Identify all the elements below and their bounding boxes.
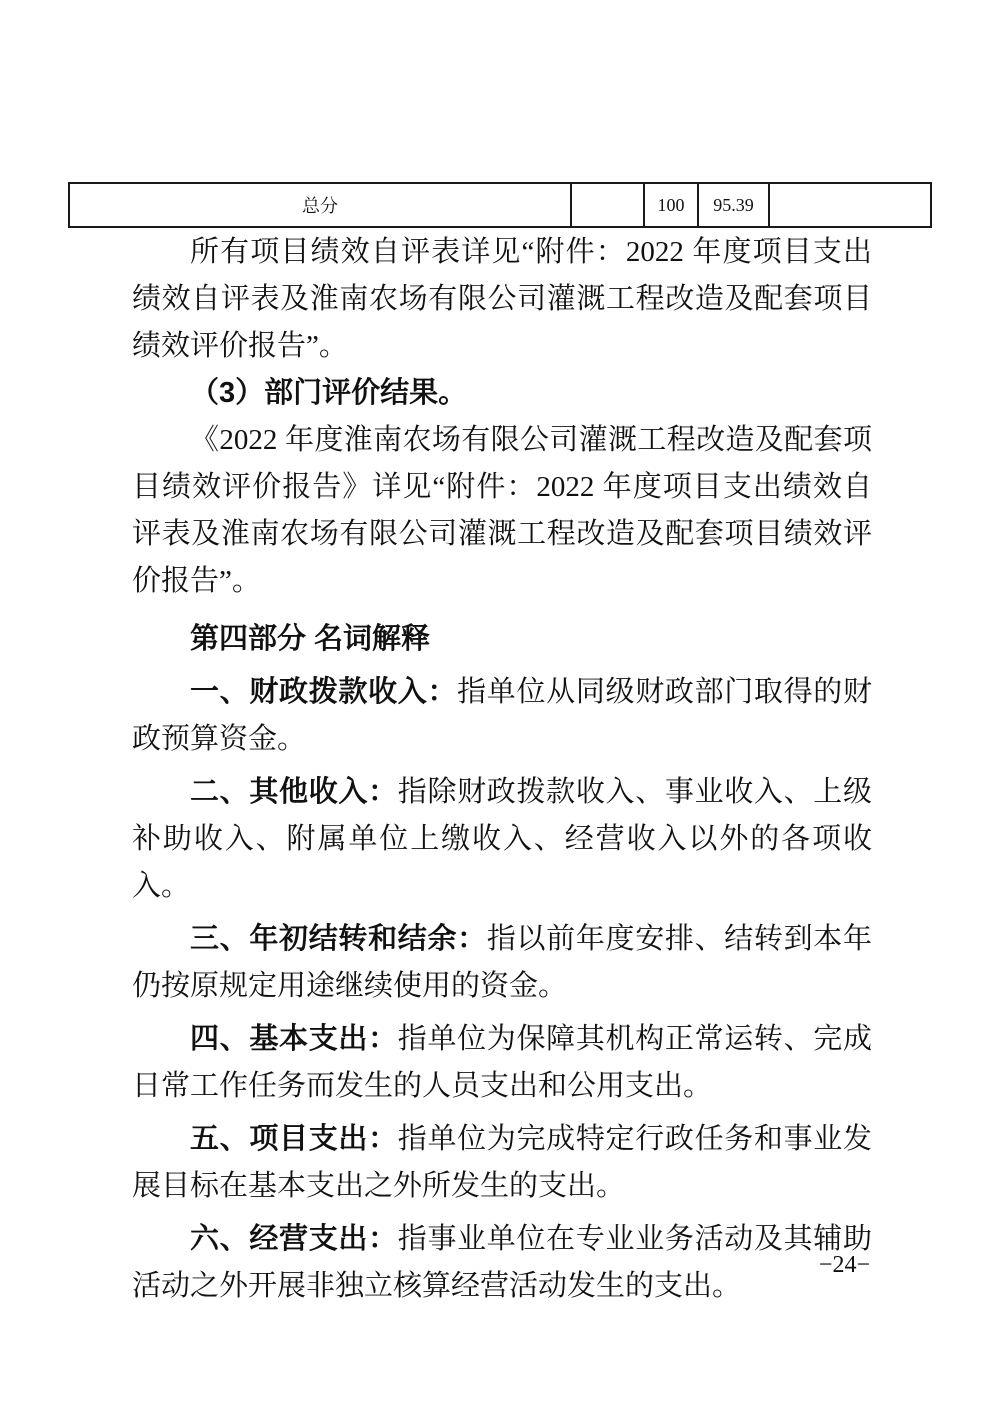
term-1-lead: 一、财政拨款收入： <box>190 676 458 708</box>
paragraph-dept-result: 《2022 年度淮南农场有限公司灌溉工程改造及配套项目绩效评价报告》详见“附件：2022 年度项目支出绩效自评表及淮南农场有限公司灌溉工程改造及配套项目绩效评价报告”。 <box>132 424 872 597</box>
score-row-label: 总分 <box>302 196 338 216</box>
term-4-text: 指单位为保障其机构正常运转、完成日常工作任务而发生的人员支出和公用支出。 <box>132 1023 872 1102</box>
term-item-6 <box>132 1216 872 1310</box>
score-row-score-value: 95.39 <box>713 194 754 215</box>
term-3-text: 指以前年度安排、结转到本年仍按原规定用途继续使用的资金。 <box>132 923 872 1002</box>
term-item-5 <box>132 1116 872 1210</box>
score-row-max-cell <box>643 184 697 226</box>
term-2-lead: 二、其他收入： <box>190 776 398 808</box>
term-item-3 <box>132 916 872 1010</box>
term-4-lead: 四、基本支出： <box>190 1023 398 1055</box>
term-item-4 <box>132 1016 872 1110</box>
heading-dept-evaluation: （3）部门评价结果。 <box>190 377 468 409</box>
score-row-empty-cell-1 <box>570 184 643 226</box>
score-row-score-cell <box>697 184 768 226</box>
term-2-text: 指除财政拨款收入、事业收入、上级补助收入、附属单位上缴收入、经营收入以外的各项收入。 <box>132 776 872 902</box>
term-6-text: 指事业单位在专业业务活动及其辅助活动之外开展非独立核算经营活动发生的支出。 <box>132 1223 872 1302</box>
term-3-lead: 三、年初结转和结余： <box>190 923 487 955</box>
heading-section-four: 第四部分 名词解释 <box>190 623 431 655</box>
term-5-text: 指单位为完成特定行政任务和事业发展目标在基本支出之外所发生的支出。 <box>132 1123 872 1202</box>
term-item-1 <box>132 669 872 763</box>
paragraph-self-eval: 所有项目绩效自评表详见“附件：2022 年度项目支出绩效自评表及淮南农场有限公司灌溉工程改造及配套项目绩效评价报告”。 <box>132 236 872 362</box>
score-table <box>68 182 932 228</box>
score-row-label-cell <box>70 184 570 226</box>
score-row-max-value: 100 <box>657 194 685 215</box>
term-1-text: 指单位从同级财政部门取得的财政预算资金。 <box>132 676 872 755</box>
term-6-lead: 六、经营支出： <box>190 1223 398 1255</box>
document-body <box>132 229 872 1310</box>
page-number: −24− <box>818 1252 870 1278</box>
score-row-empty-cell-2 <box>768 184 930 226</box>
term-item-2 <box>132 769 872 910</box>
term-5-lead: 五、项目支出： <box>190 1123 398 1155</box>
